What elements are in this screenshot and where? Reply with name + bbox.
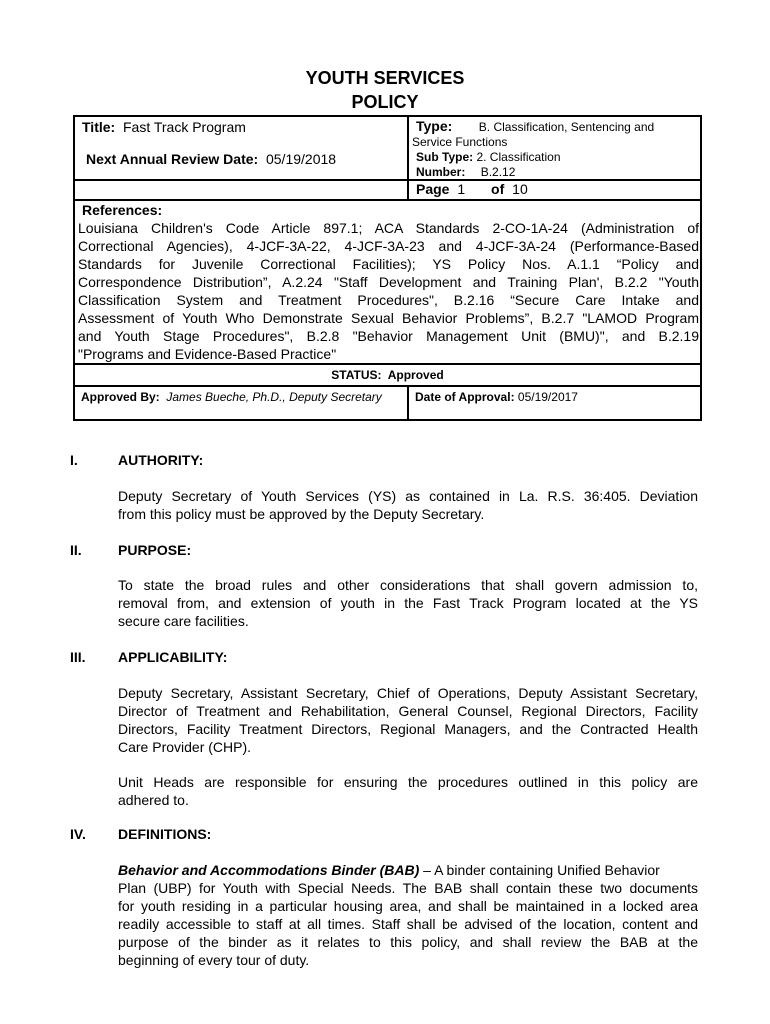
section-heading-applicability: APPLICABILITY: [118,649,228,665]
section-heading-definitions: DEFINITIONS: [118,826,212,842]
section-number: III. [70,649,86,665]
status-row [75,368,700,382]
type-value-line2: Service Functions [412,135,508,149]
definition-term: Behavior and Accommodations Binder (BAB) [118,862,420,878]
section-body-applicability-2 [118,773,698,809]
definition-term-rest: – A binder containing Unified Behavior [419,862,660,878]
body-line: To state the broad rules and other considerations that shall govern admission to, [118,577,698,593]
number-value: B.2.12 [480,165,516,179]
body-line: from this policy must be approved by the Deputy Secretary. [118,506,485,522]
body-line: Deputy Secretary of Youth Services (YS) as contained in La. R.S. 36:405. Deviation [118,488,698,504]
number-field [416,165,515,179]
approved-by-label: Approved By: [81,390,160,404]
body-line: Care Provider (CHP). [118,739,252,755]
section-body-definitions [118,861,698,969]
section-heading-purpose: PURPOSE: [118,542,192,558]
number-label: Number: [416,165,466,179]
section-number: I. [70,452,78,468]
references-line: Correspondence Distribution”, A.2.24 "Staff Development and Training Plan', B.2.2 "Youth [78,274,699,290]
definition-first-line [118,861,698,879]
page-field [416,181,528,197]
section-body-applicability [118,684,698,756]
subtype-value: 2. Classification [476,150,561,164]
section-body-authority [118,487,698,523]
references-line: Correctional Agencies), 4-JCF-3A-22, 4-JCF-3A-23 and 4-JCF-3A-24 (Performance-Based [78,238,699,254]
references-line: Classification System and Treatment Procedures", B.2.16 “Secure Care Intake and [78,292,699,308]
references-line: "Programs and Evidence-Based Practice" [78,346,337,362]
body-line: Directors, Facility Treatment Directors, Regional Managers, and the Contracted Health [118,721,698,737]
approved-by-field [81,390,382,404]
table-divider-h4 [75,385,700,387]
type-label: Type: [416,118,453,134]
references-line: Standards for Juvenile Correctional Facilities); YS Policy Nos. A.1.1 “Policy and [78,256,699,272]
section-body-purpose [118,576,698,630]
of-value: 10 [512,181,528,197]
title-value: Fast Track Program [122,119,246,135]
policy-info-table [73,115,702,421]
subtype-field [416,150,561,164]
body-line: purpose of the binder as it relates to this policy, and shall review the BAB at the [118,934,698,950]
body-line: beginning of every tour of duty. [118,952,310,968]
references-line: Assessment of Youth Who Demonstrate Sexual Behavior Problems”, B.2.7 "LAMOD Program [78,310,699,326]
body-line: Unit Heads are responsible for ensuring the procedures outlined in this policy are [118,774,698,790]
review-date-label: Next Annual Review Date: [86,151,259,167]
table-divider-v1 [407,117,409,201]
body-line: Deputy Secretary, Assistant Secretary, Chief of Operations, Deputy Assistant Secretary, [118,685,698,701]
page-label: Page [416,181,450,197]
approved-by-value: James Bueche, Ph.D., Deputy Secretary [166,390,382,404]
page-value: 1 [457,181,466,197]
approval-date-value: 05/19/2017 [517,390,578,404]
references-text [78,219,699,363]
section-heading-authority: AUTHORITY: [118,452,204,468]
type-field [416,118,654,136]
table-divider-h2 [75,199,700,201]
review-date-value: 05/19/2018 [265,151,337,167]
table-divider-h-left [75,179,408,181]
title-field [82,119,246,135]
of-label: of [491,181,505,197]
type-value-line1: B. Classification, Sentencing and [478,120,655,134]
body-line: Director of Treatment and Rehabilitation, General Counsel, Regional Directors, Facility [118,703,698,719]
references-label: References: [82,202,163,218]
review-date-field [86,151,336,167]
section-number: IV. [70,826,86,842]
body-line: adhered to. [118,792,189,808]
body-line: Plan (UBP) for Youth with Special Needs. The BAB shall contain these two documents [118,880,698,896]
references-line: Louisiana Children's Code Article 897.1; ACA Standards 2-CO-1A-24 (Administration of [78,220,699,236]
status-value: Approved [387,368,444,382]
approval-date-label: Date of Approval: [415,390,515,404]
approval-date-field [415,390,578,404]
title-label: Title: [82,119,116,135]
subtype-label: Sub Type: [416,150,474,164]
page-title: YOUTH SERVICES [305,68,465,88]
body-line: readily accessible to staff at all times. Staff shall be advised of the location, content and [118,916,698,932]
references-line: and Youth Stage Procedures", B.2.8 "Behavior Management Unit (BMU)", and B.2.19 [78,328,699,344]
table-divider-h3 [75,363,700,365]
body-line: for youth residing in a particular housing area, and shall be maintained in a locked area [118,898,698,914]
table-divider-v2 [407,385,409,421]
section-number: II. [70,542,82,558]
page-subtitle: POLICY [351,92,419,112]
status-label: STATUS: [331,368,382,382]
body-line: removal from, and extension of youth in the Fast Track Program located at the YS [118,595,698,611]
body-line: secure care facilities. [118,613,249,629]
